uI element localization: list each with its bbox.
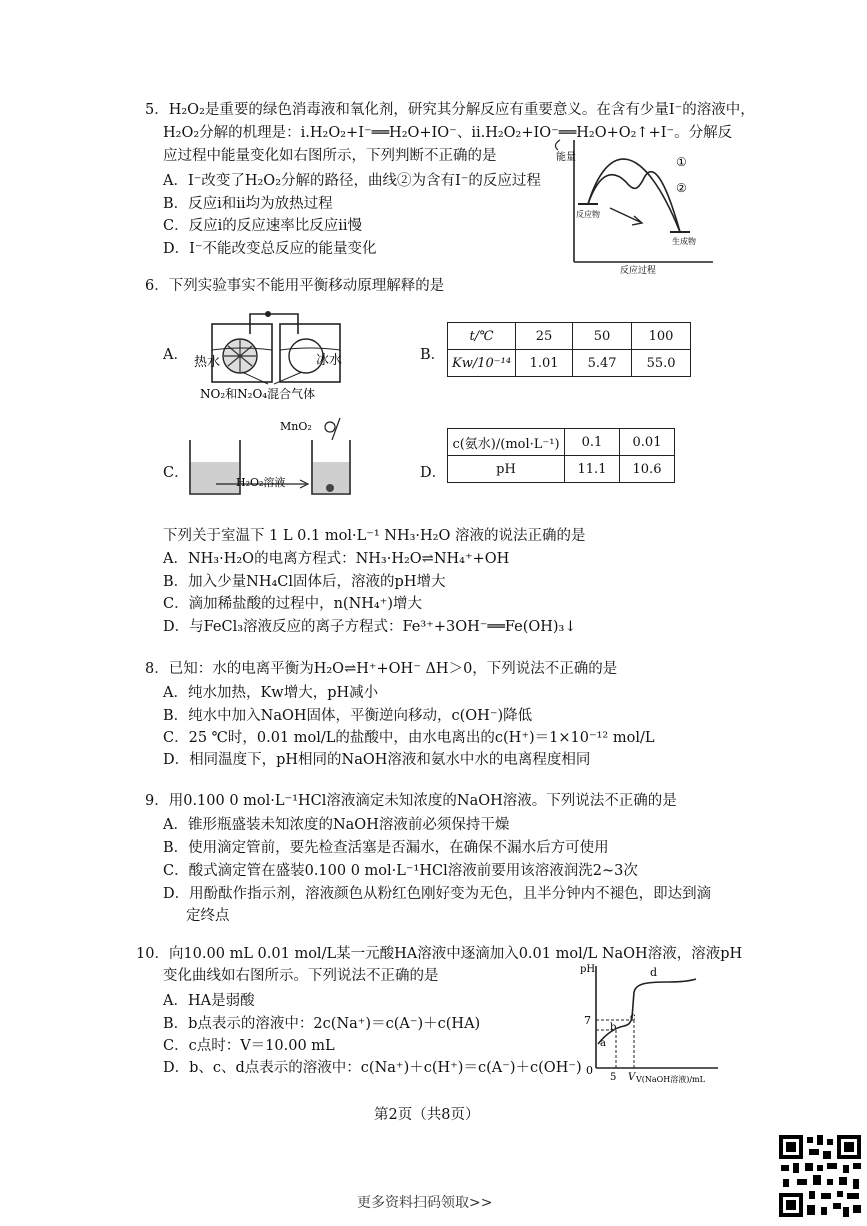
q8-stem: 8．已知：水的电离平衡为H₂O⇌H⁺+OH⁻ ΔH＞0，下列说法不正确的是 — [145, 661, 618, 677]
q6-ice-water-label: 冰水 — [316, 353, 343, 368]
q10-graph-xlabel: V(NaOH溶液)/mL — [636, 1075, 705, 1084]
q8-option-c: C．25 ℃时，0.01 mol/L的盐酸中，由水电离出的c(H⁺)＝1×10⁻¹² mol/L — [163, 730, 655, 746]
table-cell: c(氨水)/(mol·L⁻¹) — [448, 429, 565, 456]
q9-stem: 9．用0.100 0 mol·L⁻¹HCl溶液滴定未知浓度的NaOH溶液。下列说法不正确的是 — [145, 793, 677, 809]
q9-option-d-line1: D．用酚酞作指示剂，溶液颜色从粉红色刚好变为无色，且半分钟内不褪色，即达到滴 — [163, 886, 712, 902]
table-cell: 0.01 — [620, 429, 675, 456]
page-number: 第2页（共8页） — [374, 1107, 480, 1123]
q9-option-d-line2: 定终点 — [186, 908, 230, 924]
q10-point-d: d — [650, 966, 658, 979]
table-cell: 10.6 — [620, 456, 675, 483]
q9-option-c: C．酸式滴定管在盛装0.100 0 mol·L⁻¹HCl溶液前要用该溶液润洗2~3次 — [163, 863, 638, 879]
table-cell: 11.1 — [565, 456, 620, 483]
table-cell: 100 — [632, 323, 691, 350]
q6-c-apparatus — [180, 414, 370, 504]
q10-x5-label: 5 — [610, 1072, 617, 1083]
q6-b-label: B． — [420, 347, 446, 363]
q10-option-d: D．b、c、d点表示的溶液中：c(Na⁺)＋c(H⁺)＝c(A⁻)＋c(OH⁻) — [163, 1060, 582, 1076]
q10-y0-label: 0 — [586, 1064, 593, 1077]
q10-point-a: a — [600, 1038, 606, 1049]
q8-option-b: B．纯水中加入NaOH固体，平衡逆向移动，c(OH⁻)降低 — [163, 708, 533, 724]
q6-stem: 6．下列实验事实不能用平衡移动原理解释的是 — [145, 278, 445, 294]
q5-line1: 5．H₂O₂是重要的绿色消毒液和氧化剂，研究其分解反应有重要意义。在含有少量I⁻的溶液中， — [145, 102, 755, 118]
q7-stem: 下列关于室温下 1 L 0.1 mol·L⁻¹ NH₃·H₂O 溶液的说法正确的是 — [163, 528, 586, 544]
q6-h2o2-label: H₂O₂溶液 — [236, 476, 286, 489]
q6-a-label: A． — [163, 347, 188, 363]
qr-code-image — [777, 1133, 863, 1219]
q10-point-c: c — [630, 1012, 636, 1023]
q6-b-table-header — [448, 323, 691, 350]
q5-energy-diagram — [548, 130, 718, 275]
table-cell: 55.0 — [632, 350, 691, 377]
q5-curve-2-label: ② — [676, 181, 687, 195]
q10-line2: 变化曲线如右图所示。下列说法不正确的是 — [163, 968, 439, 984]
table-cell: 5.47 — [573, 350, 632, 377]
q5-line2: H₂O₂分解的机理是：ⅰ.H₂O₂+I⁻══H₂O+IO⁻、ⅱ.H₂O₂+IO⁻══H₂O+O₂↑+I⁻。分解反 — [163, 125, 733, 141]
q5-option-d: D．I⁻不能改变总反应的能量变化 — [163, 241, 377, 257]
q6-gas-label: NO₂和N₂O₄混合气体 — [200, 387, 316, 401]
q6-c-label: C． — [163, 465, 189, 481]
q6-d-table — [447, 428, 675, 483]
q10-xv-label: V — [628, 1072, 636, 1083]
table-cell: t/℃ — [448, 323, 516, 350]
q5-curve-1 — [588, 159, 680, 232]
table-cell: pH — [448, 456, 565, 483]
q6-a-apparatus — [190, 302, 370, 404]
q5-option-c: C．反应ⅰ的反应速率比反应ⅱ慢 — [163, 218, 363, 234]
q6-mno2-label: MnO₂ — [280, 420, 312, 433]
q10-ph-curve — [598, 979, 696, 1044]
q6-hot-water-label: 热水 — [194, 355, 221, 370]
q5-graph-xlabel: 反应过程 — [620, 266, 657, 275]
table-cell: 1.01 — [516, 350, 573, 377]
q10-point-b: b — [610, 1022, 617, 1033]
q7-option-c: C．滴加稀盐酸的过程中，n(NH₄⁺)增大 — [163, 596, 423, 612]
table-cell: Kw/10⁻¹⁴ — [448, 350, 516, 377]
q10-option-a: A．HA是弱酸 — [163, 993, 255, 1009]
q5-line3: 应过程中能量变化如右图所示，下列判断不正确的是 — [163, 148, 497, 164]
q6-b-table — [447, 322, 691, 377]
q6-d-label: D． — [420, 465, 447, 481]
q7-option-d: D．与FeCl₃溶液反应的离子方程式：Fe³⁺+3OH⁻══Fe(OH)₃↓ — [163, 619, 577, 635]
q8-option-a: A．纯水加热，Kw增大，pH减小 — [163, 685, 379, 701]
q5-product-label: 生成物 — [672, 237, 696, 246]
q5-curve-1-label: ① — [676, 155, 687, 169]
q9-option-a: A．锥形瓶盛装未知浓度的NaOH溶液前必须保持干燥 — [163, 817, 510, 833]
q5-option-a: A．I⁻改变了H₂O₂分解的路径，曲线②为含有I⁻的反应过程 — [163, 173, 541, 189]
q10-option-b: B．b点表示的溶液中：2c(Na⁺)＝c(A⁻)＋c(HA) — [163, 1016, 481, 1032]
q7-option-a: A．NH₃·H₂O的电离方程式：NH₃·H₂O⇌NH₄⁺+OH — [163, 551, 510, 567]
more-resources-link[interactable]: 更多资料扫码领取>> — [357, 1195, 493, 1211]
q10-line1: 10．向10.00 mL 0.01 mol/L某一元酸HA溶液中逐滴加入0.01 mol/L NaOH溶液，溶液pH — [136, 946, 743, 962]
q10-option-c: C．c点时：V＝10.00 mL — [163, 1038, 335, 1054]
q5-option-b: B．反应ⅰ和ⅱ均为放热过程 — [163, 196, 333, 212]
q8-option-d: D．相同温度下，pH相同的NaOH溶液和氨水中水的电离程度相同 — [163, 752, 591, 768]
q6-d-table-row — [448, 456, 675, 483]
q9-option-b: B．使用滴定管前，要先检查活塞是否漏水，在确保不漏水后方可使用 — [163, 840, 609, 856]
q5-reactant-label: 反应物 — [576, 210, 600, 219]
q7-option-b: B．加入少量NH₄Cl固体后，溶液的pH增大 — [163, 574, 446, 590]
table-cell: 0.1 — [565, 429, 620, 456]
table-cell: 25 — [516, 323, 573, 350]
q5-graph-ylabel: 能量 — [556, 152, 576, 163]
table-cell: 50 — [573, 323, 632, 350]
q6-b-table-row — [448, 350, 691, 377]
q6-d-table-header — [448, 429, 675, 456]
q10-titration-curve — [578, 962, 728, 1084]
q10-y7-label: 7 — [584, 1014, 591, 1027]
q10-graph-ylabel: pH — [580, 964, 596, 975]
